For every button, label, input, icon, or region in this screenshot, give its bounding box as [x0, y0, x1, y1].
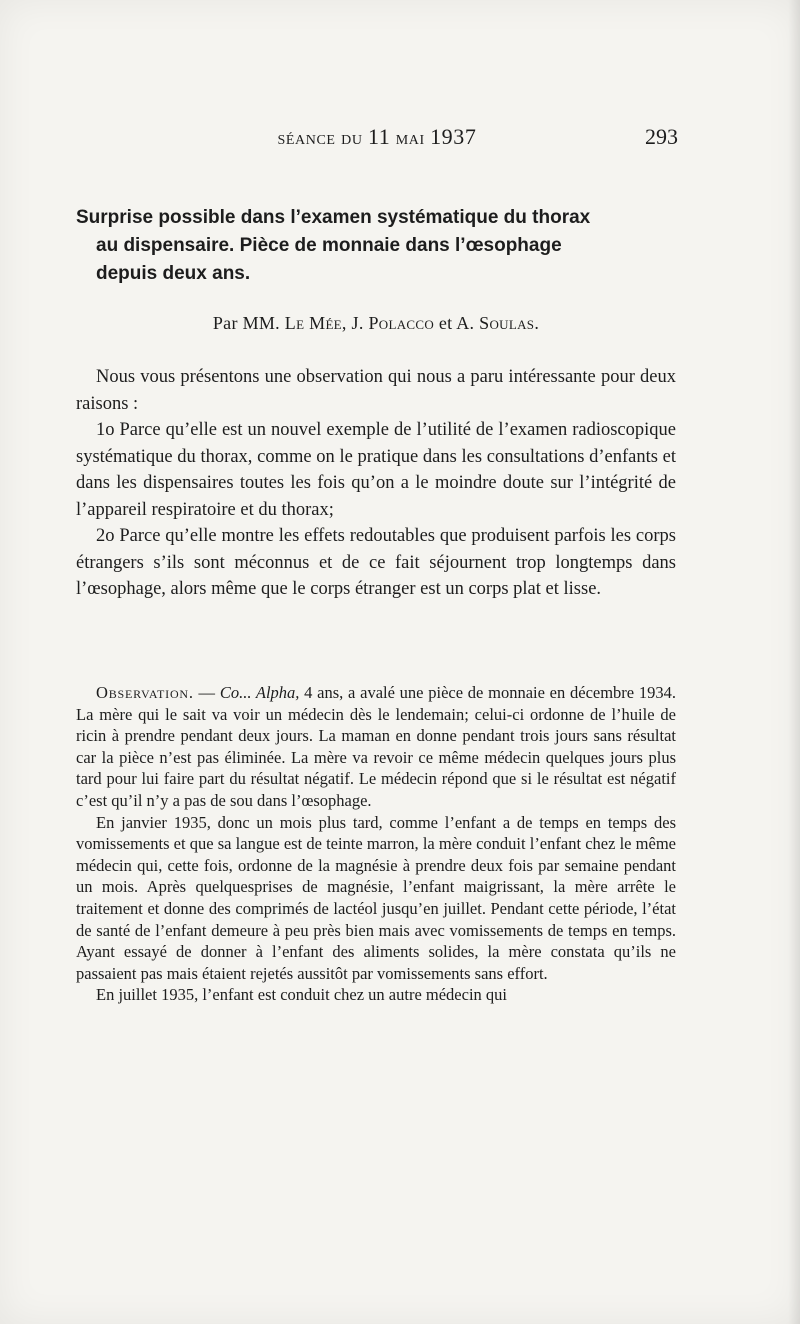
authors-prefix: Par MM.: [212, 313, 280, 333]
running-head-month: mai: [395, 127, 425, 149]
observation-section: [76, 682, 676, 1006]
article-authors: [76, 313, 676, 334]
article-title: [76, 204, 676, 288]
observation-dash: —: [193, 683, 220, 702]
paragraph-intro: Nous vous présentons une observation qui nous a paru intéressante pour deux raisons :: [76, 367, 676, 414]
paragraph-reason-1: 1o Parce qu’elle est un nouvel exemple de l’utilité de l’examen radioscopique systématique du thorax, comme on le pratique dans les consultations d’enfants et dans les dispensaires toutes les fois qu’on a le moindre doute sur l’intégrité de l’appareil respiratoire et du thorax;: [76, 420, 676, 520]
running-head-day: 11: [367, 124, 391, 149]
author-soulas: Soulas.: [479, 313, 540, 333]
article-body: [76, 364, 676, 603]
author-le-mee: Le Mée,: [284, 313, 347, 333]
page-header: [76, 124, 678, 154]
observation-paragraph-2: En janvier 1935, donc un mois plus tard, comme l’enfant a de temps en temps des vomissements et que sa langue est de teinte marron, la mère conduit l’enfant chez le même médecin qui, cette fois, ordonne de la magnésie à prendre deux fois par semaine pendant un mois. Après quelquesprises de magnésie, l’enfant maigrissant, la mère arrête le traitement et donne des comprimés de lactéol jusqu’en juillet. Pendant cette période, l’état de santé de l’enfant demeure à peu près bien mais avec vomissements de temps en temps. Ayant essayé de donner à l’enfant des aliments solides, la mère constata qu’ils ne passaient pas mais étaient rejetés aussitôt par vomissements sans effort.: [76, 812, 676, 983]
paragraph-reason-2: 2o Parce qu’elle montre les effets redoutables que produisent parfois les corps étrangers s’ils sont méconnus et de ce fait séjournent trop longtemps dans l’œsophage, alors même que le corps étranger est un corps plat et lisse.: [76, 526, 676, 599]
observation-label: Observation.: [96, 683, 194, 702]
title-line-1: Surprise possible dans l’examen systématique du thorax: [76, 207, 591, 228]
author-polacco: Polacco: [368, 313, 435, 333]
observation-paragraph-3: En juillet 1935, l’enfant est conduit chez un autre médecin qui: [96, 985, 507, 1005]
observation-text: 4 ans, a avalé une pièce de monnaie en décembre 1934. La mère qui le sait va voir un médecin dès le lendemain; celui-ci ordonne de l’huile de ricin à prendre pendant deux jours. La maman en donne pendant trois jours sans résultat car la pièce n’est pas éliminée. La mère va revoir ce même médecin quelques jours plus tard pour lui faire part du résultat négatif. Le médecin répond que si le résultat est négatif c’est qu’il n’y a pas de sou dans l’œsophage.: [76, 683, 676, 810]
page-number: 293: [645, 124, 678, 149]
title-line-2: au dispensaire. Pièce de monnaie dans l’œsophage: [96, 235, 562, 256]
title-line-3: depuis deux ans.: [96, 263, 251, 284]
authors-conjunction: et: [438, 313, 453, 333]
observation-patient: Co... Alpha,: [219, 683, 300, 702]
author-soulas-initial: A.: [456, 313, 475, 333]
running-head: [76, 124, 678, 150]
author-polacco-initial: J.: [351, 313, 364, 333]
page-edge-shadow: [788, 0, 800, 1324]
running-head-seance: séance du: [277, 127, 363, 149]
observation-paragraph-1: [76, 682, 676, 812]
running-head-year: 1937: [430, 124, 477, 149]
